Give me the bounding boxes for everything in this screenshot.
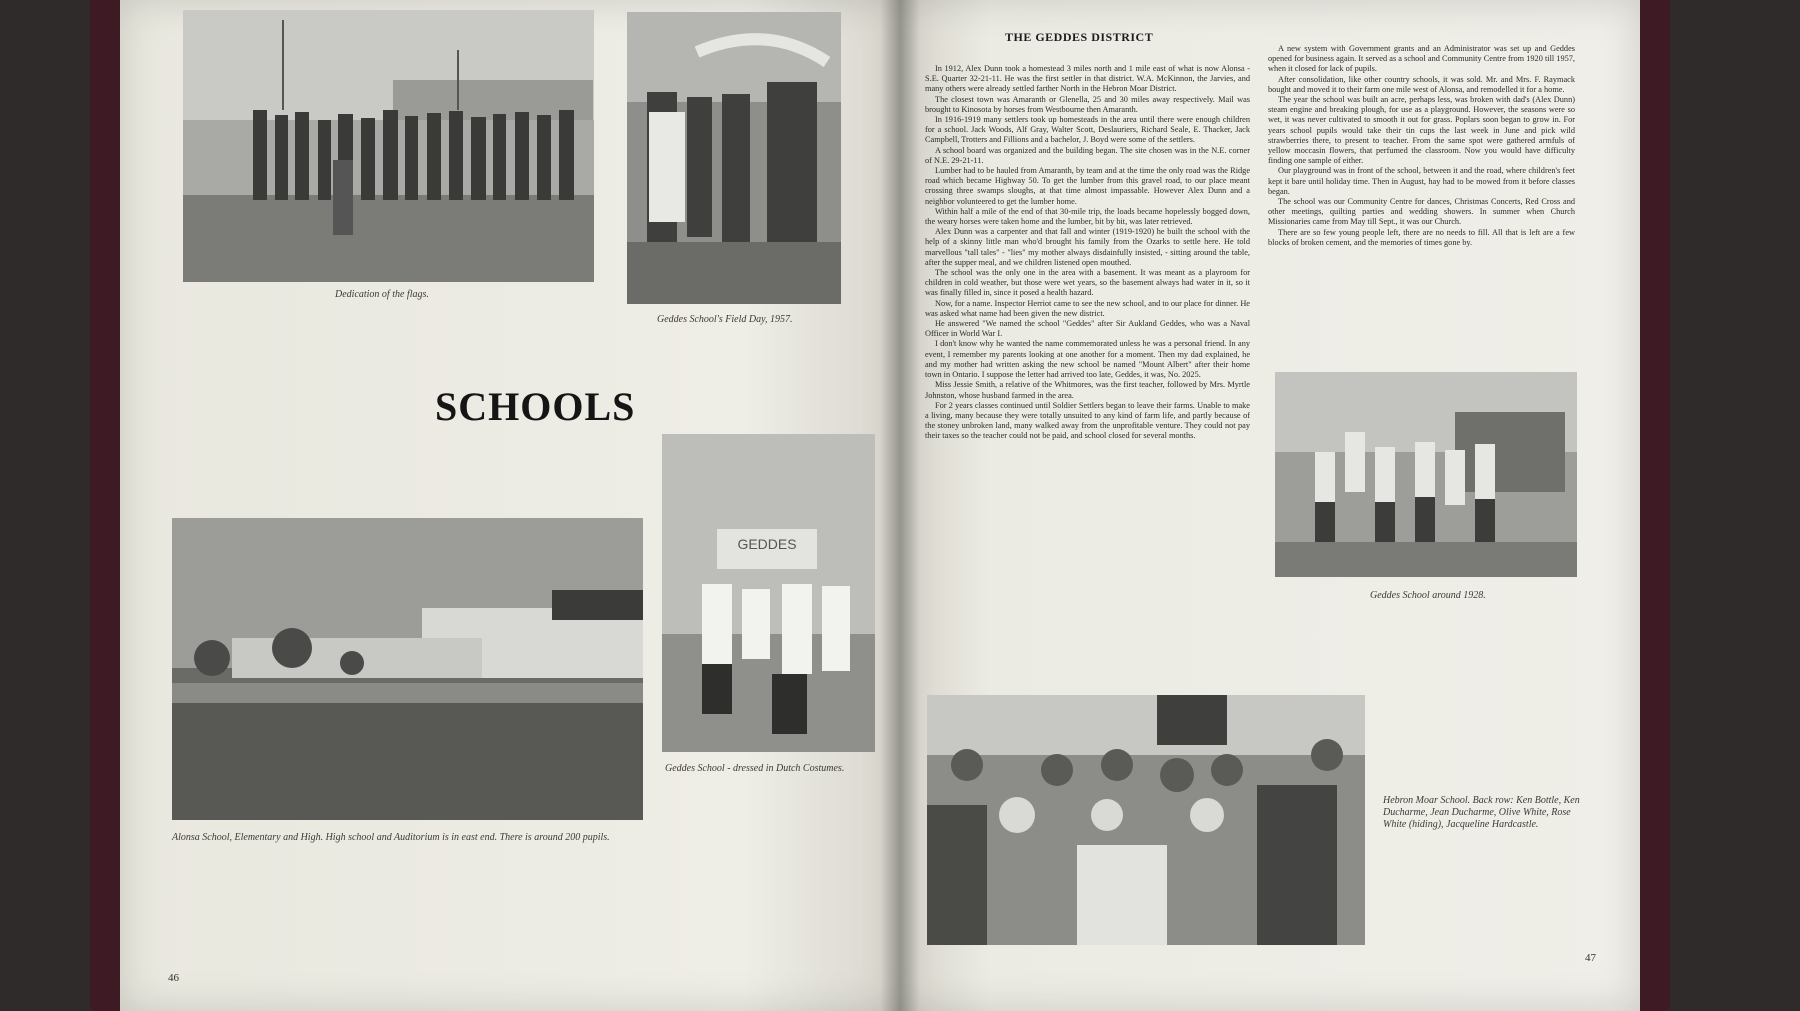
article-title: THE GEDDES DISTRICT [1005, 30, 1154, 44]
article-column-2 [1268, 44, 1575, 248]
article-paragraph: For 2 years classes continued until Soldier Settlers began to leave their farms. Unable to make a living, many because they were totally unsuited to any kind of farm life, and partly because of the stoney unbroken land, many walked away from the unprofitable venture. They could not pay their taxes so the teacher could not be paid, and school closed for several months. [925, 400, 1250, 441]
photo-field-day [627, 12, 841, 304]
caption-alonsa: Alonsa School, Elementary and High. High school and Auditorium is in east end. There is around 200 pupils. [172, 832, 610, 843]
article-paragraph: Alex Dunn was a carpenter and that fall and winter (1919-1920) he built the school with the help of a skinny little man who'd brought his family from the Ozarks to settle here. He told marvellous "tall tales" - "lies" my mother always disdainfully insisted, - sitting around the table, after the supper meal, and we children listened open mouthed. [925, 227, 1250, 267]
caption-dutch: Geddes School - dressed in Dutch Costumes. [665, 763, 845, 774]
article-column-1 [925, 64, 1250, 442]
article-paragraph: Lumber had to be hauled from Amaranth, by team and at the time the only road was the Ridge road which became Highway 50. To get the lumber from this gravel road, to our place meant crossing three swamps sloughs, at that time almost impassable. However Alex Dunn and a neighbor volunteered to get the lumber home. [925, 166, 1250, 206]
caption-field-day: Geddes School's Field Day, 1957. [657, 314, 793, 325]
photo-geddes-1928 [1275, 372, 1577, 577]
article-paragraph: The school was our Community Centre for dances, Christmas Concerts, Red Cross and other meetings, quilting parties and wedding showers. In summer when Church Missionaries came from May till Sept., it was our Church. [1268, 197, 1575, 227]
article-paragraph: Now, for a name. Inspector Herriot came to see the new school, and to our place for dinner. He was asked what name had been given the new district. [925, 298, 1250, 318]
section-title: SCHOOLS [435, 384, 636, 429]
caption-geddes-1928: Geddes School around 1928. [1370, 590, 1486, 601]
article-paragraph: After consolidation, like other country schools, it was sold. Mr. and Mrs. F. Raymack bought and moved it to their farm one mile west of Alonsa, and remodelled it for a home. [1268, 74, 1575, 94]
caption-flags: Dedication of the flags. [335, 289, 429, 300]
right-page [900, 0, 1640, 1011]
article-paragraph: Our playground was in front of the school, between it and the road, where children's feet kept it bare until holiday time. Then in August, hay had to be mowed from it before classes began. [1268, 166, 1575, 196]
book-gutter [880, 0, 920, 1011]
article-paragraph: The school was the only one in the area with a basement. It was meant as a playroom for children in cold weather, but those were wet years, so the basement always had water in it, so it was finally filled in, since it posed a health hazard. [925, 268, 1250, 298]
article-paragraph: Miss Jessie Smith, a relative of the Whitmores, was the first teacher, followed by Mrs. Myrtle Johnston, whose husband farmed in the area. [925, 380, 1250, 400]
photo-alonsa-school [172, 518, 643, 820]
page-number-left: 46 [168, 972, 179, 984]
article-paragraph: In 1916-1919 many settlers took up homesteads in the area until there were enough children for a school. Jack Woods, Alf Gray, Walter Scott, Deslauriers, Richard Seale, E. Thacker, Jack Campbell, Trotters and Fillions and a bachelor, J. Boyd were some of the settlers. [925, 115, 1250, 145]
article-paragraph: A school board was organized and the building began. The site chosen was in the N.E. corner of N.E. 29-21-11. [925, 145, 1250, 165]
article-paragraph: In 1912, Alex Dunn took a homestead 3 miles north and 1 mile east of what is now Alonsa - S.E. Quarter 32-21-11. He was the first settler in that district. W.A. McKinnon, the Jarvies, and many others were already settled farther North in the Hebron Moar District. [925, 64, 1250, 94]
photo-dutch-costumes [662, 434, 875, 752]
photo-hebron-moar [927, 695, 1365, 945]
article-paragraph: The closest town was Amaranth or Glenella, 25 and 30 miles away respectively. Mail was brought to Kinosota by horses from Westbourne then Amaranth. [925, 94, 1250, 114]
article-paragraph: There are so few young people left, there are no needs to fill. All that is left are a few blocks of broken cement, and the memories of times gone by. [1268, 227, 1575, 247]
article-paragraph: He answered "We named the school "Geddes" after Sir Aukland Geddes, who was a Naval Officer in World War I. [925, 319, 1250, 339]
sign-geddes: GEDDES [737, 536, 797, 552]
page-number-right: 47 [1585, 952, 1596, 964]
article-paragraph: I don't know why he wanted the name commemorated unless he was a personal friend. In any event, I remember my parents looking at one another for a moment. Then my dad explained, he and my mother had written asking the new school be named "Mount Albert" after their home town in Ontario. I suppose the letter had arrived too late, Geddes, it was, No. 2025. [925, 339, 1250, 380]
article-paragraph: The year the school was built an acre, perhaps less, was broken with dad's (Alex Dunn) steam engine and breaking plough, for use as a playground. However, the seasons were so wet, it was never cultivated to smooth it out for grass. Poplars soon began to grow in. For years school pupils would take their tin cups the last week in June and pick wild strawberries there, to present to teacher. From the same spot were gathered armfuls of yellow moccasin flowers, that perfumed the classroom. Now you would have difficulty finding one sample of either. [1268, 95, 1575, 166]
article-paragraph: A new system with Government grants and an Administrator was set up and Geddes opened for business again. It served as a school and Community Centre from 1920 till 1957, when it closed for lack of pupils. [1268, 44, 1575, 74]
photo-dedication-of-flags [183, 10, 594, 282]
caption-hebron-moar: Hebron Moar School. Back row: Ken Bottle, Ken Ducharme, Jean Ducharme, Olive White, Rose White (hiding), Jacqueline Hardcastle. [1383, 795, 1580, 830]
left-page [120, 0, 900, 1011]
article-paragraph: Within half a mile of the end of that 30-mile trip, the loads became hopelessly bogged down, the weary horses were taken home and the lumber, bit by bit, was later retrieved. [925, 206, 1250, 227]
